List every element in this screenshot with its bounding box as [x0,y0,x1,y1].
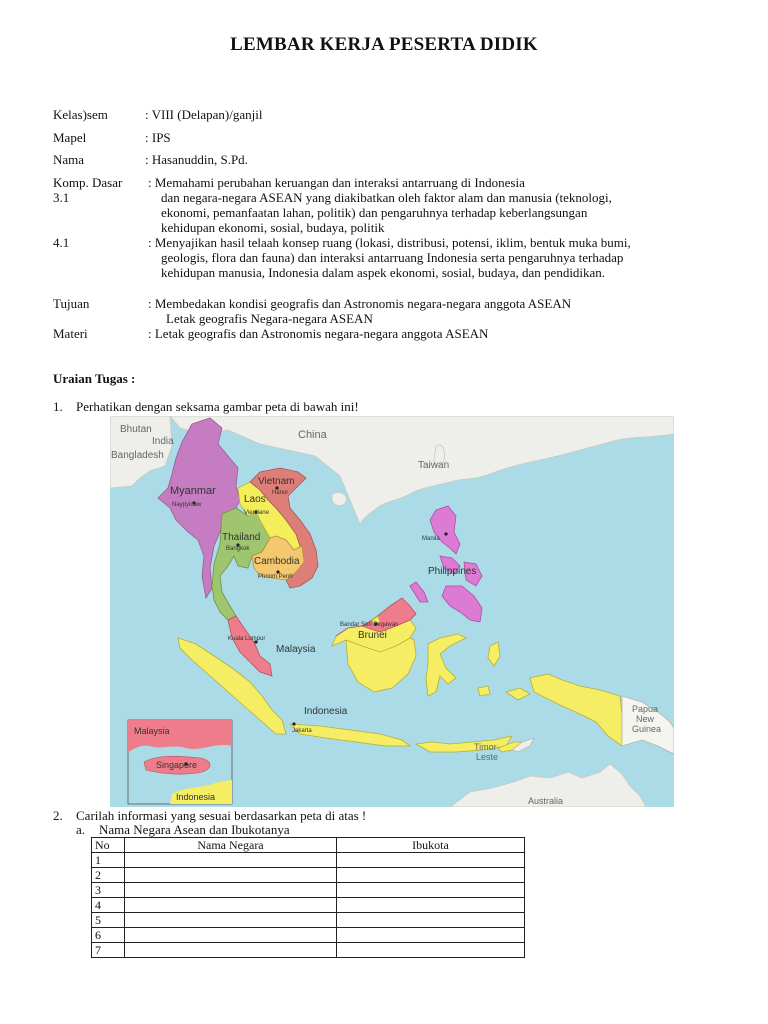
manila-dot [444,532,447,535]
row-number: 3 [92,883,125,898]
label-inset-singapore: Singapore [156,760,198,770]
row-number: 2 [92,868,125,883]
label-bandar-seri-begawan: Bandar Seri Begawan [340,622,399,628]
kd-3-1-line: ekonomi, pemanfaatan lahan, politik) dan pengaruhnya terhadap keberlangsungan [161,205,588,220]
table-row [92,913,525,928]
komp-dasar-label: Komp. Dasar [53,175,123,190]
label-vientiane: Vientiane [244,510,269,516]
country-cell[interactable] [125,883,337,898]
jakarta-dot [292,722,295,725]
table-header-row [92,838,525,853]
header-nama-negara: Nama Negara [125,838,337,853]
country-cell[interactable] [125,943,337,958]
label-guinea: Guinea [632,724,662,734]
materi-value: : Letak geografis dan Astronomis negara-negara anggota ASEAN [148,326,489,341]
country-cell[interactable] [125,913,337,928]
country-cell[interactable] [125,853,337,868]
task-2-text: Carilah informasi yang sesuai berdasarkan peta di atas ! [76,808,367,823]
label-brunei: Brunei [358,630,387,641]
kd-3-1-line: kehidupan ekonomi, sosial, budaya, politik [161,220,385,235]
page-title: LEMBAR KERJA PESERTA DIDIK [230,34,538,55]
kelas-label: Kelas)sem [53,107,108,122]
uraian-heading: Uraian Tugas : [53,371,136,386]
label-new: New [636,714,655,724]
answer-table [91,837,525,958]
label-myanmar: Myanmar [170,485,216,497]
label-kuala-lumpur: Kuala Lumpur [228,636,266,642]
row-number: 5 [92,913,125,928]
label-taiwan: Taiwan [418,460,450,471]
label-leste: Leste [476,752,499,762]
tujuan-label: Tujuan [53,296,90,311]
task-2a-letter: a. [76,822,86,837]
kelas-value: : VIII (Delapan)/ganjil [145,107,263,122]
capital-cell[interactable] [337,898,525,913]
label-bangladesh: Bangladesh [111,450,164,461]
country-cell[interactable] [125,928,337,943]
tujuan-line: : Membedakan kondisi geografis dan Astronomis negara-negara anggota ASEAN [148,296,572,311]
capital-cell[interactable] [337,868,525,883]
country-cell[interactable] [125,868,337,883]
label-philippines: Philippines [428,566,477,577]
label-timor: Timor [474,742,497,752]
capital-cell[interactable] [337,928,525,943]
mapel-label: Mapel [53,130,87,145]
mapel-value: : IPS [145,130,171,145]
table-row [92,868,525,883]
capital-cell[interactable] [337,883,525,898]
label-inset-indonesia: Indonesia [176,792,216,802]
label-jakarta: Jakarta [292,728,312,734]
country-cell[interactable] [125,898,337,913]
kd-3-1-number: 3.1 [53,190,70,205]
label-indonesia: Indonesia [304,706,348,717]
table-row [92,853,525,868]
kd-4-1-number: 4.1 [53,235,70,250]
kd-3-1-line: : Memahami perubahan keruangan dan interaksi antarruang di Indonesia [148,175,525,190]
table-row [92,883,525,898]
header-no: No [92,838,125,853]
asean-map [110,416,674,807]
kd-3-1-line: dan negara-negara ASEAN yang diakibatkan oleh faktor alam dan manusia (teknologi, [161,190,612,205]
kd-4-1-line: kehidupan manusia, Indonesia dalam aspek ekonomi, sosial, budaya, dan pendidikan. [161,265,606,280]
label-phnom-penh: Phnom Penh [258,574,293,580]
label-malaysia: Malaysia [276,644,316,655]
nama-value: : Hasanuddin, S.Pd. [145,152,248,167]
task-2a-text: Nama Negara Asean dan Ibukotanya [99,822,290,837]
row-number: 7 [92,943,125,958]
label-thailand: Thailand [222,532,261,543]
task-2-number: 2. [53,808,63,823]
row-number: 4 [92,898,125,913]
task-1-number: 1. [53,399,63,414]
label-papua: Papua [632,704,659,714]
label-inset-malaysia: Malaysia [134,726,170,736]
kd-4-1-line: : Menyajikan hasil telaah konsep ruang (lokasi, distribusi, potensi, iklim, bentuk muka bumi, [148,235,631,250]
task-1-text: Perhatikan dengan seksama gambar peta di bawah ini! [76,399,359,414]
tujuan-line: Letak geografis Negara-negara ASEAN [166,311,373,326]
label-china: China [298,429,327,441]
table-row [92,943,525,958]
row-number: 1 [92,853,125,868]
label-laos: Laos [244,494,266,505]
label-hanoi: Hanoi [272,490,288,496]
label-naypyidaw: Naypyidaw [172,502,202,508]
capital-cell[interactable] [337,913,525,928]
header-ibukota: Ibukota [337,838,525,853]
label-manila: Manila [422,536,440,542]
hainan [332,492,346,505]
capital-cell[interactable] [337,853,525,868]
label-india: India [152,436,174,447]
label-cambodia: Cambodia [254,556,300,567]
table-row [92,898,525,913]
kd-4-1-line: geologis, flora dan fauna) dan interaksi antarruang Indonesia serta pengaruhnya terhadap [161,250,624,265]
label-bhutan: Bhutan [120,424,152,435]
table-row [92,928,525,943]
nama-label: Nama [53,152,85,167]
capital-cell[interactable] [337,943,525,958]
label-bangkok: Bangkok [226,546,250,552]
materi-label: Materi [53,326,88,341]
label-vietnam: Vietnam [258,476,295,487]
label-australia: Australia [528,796,564,806]
row-number: 6 [92,928,125,943]
